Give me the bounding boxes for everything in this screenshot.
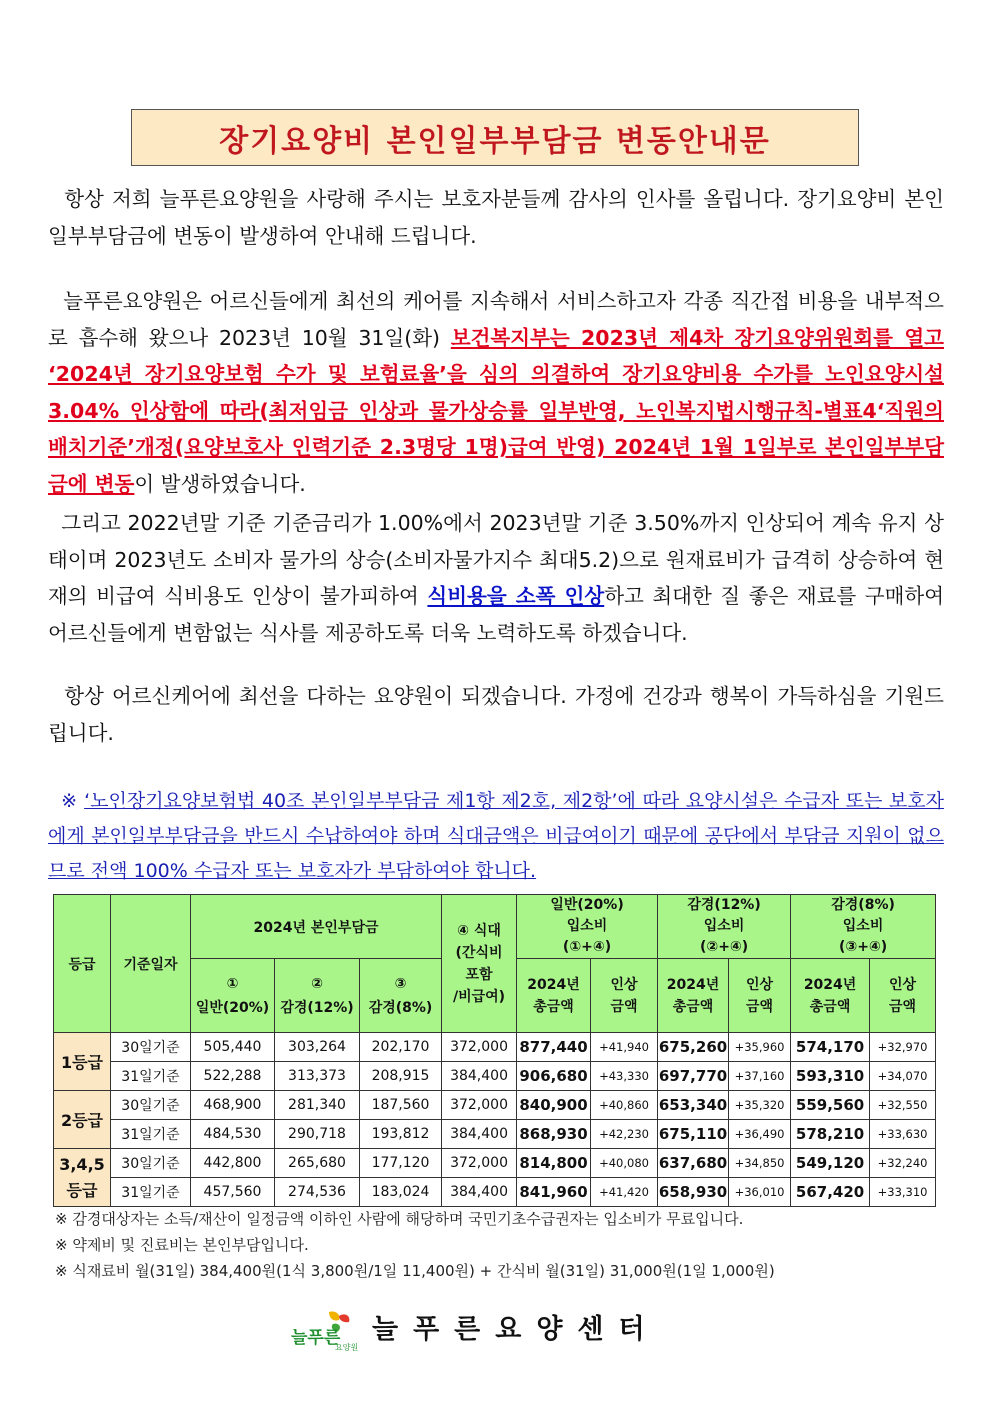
center-name: 늘푸른요양센터 (372, 1314, 660, 1345)
inc2-cell: +35,320 (729, 1091, 791, 1120)
header-g3-l1: 감경(8%) (831, 897, 895, 913)
total1-cell: 868,930 (517, 1120, 591, 1149)
c1-cell: 468,900 (191, 1091, 275, 1120)
inc2-cell: +37,160 (729, 1062, 791, 1091)
header-total-3-l2: 총금액 (809, 998, 851, 1015)
header-inc-1-l2: 금액 (610, 998, 638, 1015)
table-row (54, 1091, 936, 1120)
page-title: 장기요양비 본인일부부담금 변동안내문 (219, 123, 771, 159)
header-total-1 (517, 959, 591, 1033)
legal-note (48, 784, 944, 889)
header-meal-l4: /비급여) (452, 988, 506, 1005)
fee-change-tail: 이 발생하였습니다. (134, 471, 306, 496)
grade-cell: 3,4,5 등급 (54, 1149, 111, 1207)
table-row (54, 1062, 936, 1091)
total1-cell: 840,900 (517, 1091, 591, 1120)
header-total-2-l2: 총금액 (672, 998, 714, 1015)
inc1-cell: +43,330 (591, 1062, 658, 1091)
inc2-cell: +36,010 (729, 1178, 791, 1207)
inc3-cell: +33,310 (870, 1178, 936, 1207)
header-c3 (360, 959, 442, 1033)
header-grade: 등급 (54, 895, 111, 1033)
inc1-cell: +40,080 (591, 1149, 658, 1178)
meal-cell: 384,400 (442, 1178, 517, 1207)
c2-cell: 274,536 (275, 1178, 360, 1207)
inc1-cell: +42,230 (591, 1120, 658, 1149)
header-total-3-l1: 2024년 (803, 976, 857, 993)
header-total-2 (658, 959, 729, 1033)
total3-cell: 559,560 (791, 1091, 870, 1120)
c2-cell: 281,340 (275, 1091, 360, 1120)
header-total-1-l2: 총금액 (533, 998, 574, 1015)
header-c2-num: ② (311, 975, 323, 992)
inc2-cell: +35,960 (729, 1033, 791, 1062)
total3-cell: 549,120 (791, 1149, 870, 1178)
header-inc-3-l2: 금액 (889, 998, 917, 1015)
header-inc-2-l2: 금액 (746, 998, 774, 1015)
fee-change-highlight: 보건복지부는 2023년 제4차 장기요양위원회를 열고 ‘2024년 장기요양보험 수가 및 보험료율’을 심의 의결하여 장기요양비용 수가를 노인요양시설 3.04% 인상함에 따라(최저임금 인상과 물가상승률 일부반영, 노인복지법시행규칙-별표4‘직원의 배치기준’개정(요양보호사 인력기준 2.3명당 1명)급여 반영) 2024년 1월 1일부로 본인일부부담금에 변동 (48, 325, 944, 496)
header-inc-3-l1: 인상 (889, 976, 917, 993)
meal-cell: 384,400 (442, 1062, 517, 1091)
total2-cell: 675,260 (658, 1033, 729, 1062)
grade-cell: 2등급 (54, 1091, 111, 1149)
inc3-cell: +33,630 (870, 1120, 936, 1149)
c3-cell: 202,170 (360, 1033, 442, 1062)
header-inc-2-l1: 인상 (746, 976, 774, 993)
inc1-cell: +41,420 (591, 1178, 658, 1207)
meal-cell: 372,000 (442, 1091, 517, 1120)
fee-change-lead: 늘푸른요양원은 어르신들에게 최선의 케어를 지속해서 서비스하고자 각종 직간접 비용을 내부적으로 흡수해 왔으나 2023년 10월 31일(화) (48, 289, 944, 350)
fee-table (53, 894, 936, 1207)
inc3-cell: +32,550 (870, 1091, 936, 1120)
total2-cell: 697,770 (658, 1062, 729, 1091)
c1-cell: 522,288 (191, 1062, 275, 1091)
total2-cell: 658,930 (658, 1178, 729, 1207)
header-reduced12-fee (658, 895, 791, 959)
footnote-medication: ※ 약제비 및 진료비는 본인부담입니다. (55, 1236, 309, 1254)
title-box (131, 109, 859, 166)
footnote-reduction: ※ 감경대상자는 소득/재산이 일정금액 이하인 사람에 해당하며 국민기초수급권자는 입소비가 무료입니다. (55, 1210, 744, 1228)
footnote-meal-cost: ※ 식재료비 월(31일) 384,400원(1식 3,800원/1일 11,400원) + 간식비 월(31일) 31,000원(1일 1,000원) (55, 1262, 775, 1280)
c2-cell: 290,718 (275, 1120, 360, 1149)
header-g2-l2: 입소비 (703, 918, 745, 934)
header-inc-1-l1: 인상 (610, 976, 638, 993)
header-meal (442, 895, 517, 1033)
header-c1-label: 일반(20%) (195, 999, 270, 1016)
note-text: ‘노인장기요양보험법 40조 본인일부부담금 제1항 제2호, 제2항’에 따라 요양시설은 수급자 또는 보호자에게 본인일부부담금을 반드시 수납하여야 하며 식대금액은 비급여이기 때문에 공단에서 부담금 지원이 없으므로 전액 100% 수급자 또는 보호자가 부담하여야 합니다. (48, 790, 944, 882)
c1-cell: 484,530 (191, 1120, 275, 1149)
header-meal-l3: 포함 (465, 966, 493, 983)
meal-cost-lead: 그리고 2022년말 기준 기준금리가 1.00%에서 2023년말 기준 3.50%까지 인상되어 계속 유지 상태이며 2023년도 소비자 물가의 상승(소비자물가지수 최대5.2)으로 원재료비가 급격히 상승하여 현재의 비급여 식비용도 인상이 불가피하여 (48, 511, 944, 608)
greeting-text: 항상 저희 늘푸른요양원을 사랑해 주시는 보호자분들께 감사의 인사를 올립니다. 장기요양비 본인일부부담금에 변동이 발생하여 안내해 드립니다. (48, 187, 944, 248)
header-g2-l3: (②+④) (699, 939, 749, 955)
total2-cell: 637,680 (658, 1149, 729, 1178)
note-mark: ※ (61, 790, 85, 812)
header-inc-3 (870, 959, 936, 1033)
meal-cost-highlight: 식비용을 소폭 인상 (427, 584, 605, 608)
c3-cell: 183,024 (360, 1178, 442, 1207)
header-c3-num: ③ (394, 975, 407, 992)
meal-cell: 372,000 (442, 1033, 517, 1062)
meal-cost-paragraph (48, 505, 944, 651)
date-cell: 31일기준 (111, 1062, 191, 1091)
header-g3-l2: 입소비 (842, 918, 884, 934)
c1-cell: 505,440 (191, 1033, 275, 1062)
date-cell: 31일기준 (111, 1178, 191, 1207)
c2-cell: 265,680 (275, 1149, 360, 1178)
header-c3-label: 감경(8%) (368, 999, 433, 1016)
inc2-cell: +36,490 (729, 1120, 791, 1149)
inc1-cell: +41,940 (591, 1033, 658, 1062)
header-2024: 2024년 본인부담금 (191, 895, 442, 959)
header-g2-l1: 감경(12%) (687, 897, 761, 913)
c3-cell: 193,812 (360, 1120, 442, 1149)
inc2-cell: +34,850 (729, 1149, 791, 1178)
total2-cell: 653,340 (658, 1091, 729, 1120)
c2-cell: 303,264 (275, 1033, 360, 1062)
c3-cell: 187,560 (360, 1091, 442, 1120)
date-cell: 30일기준 (111, 1091, 191, 1120)
closing-text: 항상 어르신케어에 최선을 다하는 요양원이 되겠습니다. 가정에 건강과 행복이 가득하심을 기원드립니다. (48, 684, 944, 745)
total1-cell: 906,680 (517, 1062, 591, 1091)
table-row (54, 1149, 936, 1178)
c2-cell: 313,373 (275, 1062, 360, 1091)
header-inc-2 (729, 959, 791, 1033)
grade-cell: 1등급 (54, 1033, 111, 1091)
total2-cell: 675,110 (658, 1120, 729, 1149)
header-g3-l3: (③+④) (838, 939, 888, 955)
fee-change-paragraph (48, 283, 944, 502)
c1-cell: 457,560 (191, 1178, 275, 1207)
header-c2-label: 감경(12%) (280, 999, 354, 1016)
table-row (54, 1033, 936, 1062)
inc3-cell: +32,970 (870, 1033, 936, 1062)
header-reduced8-fee (791, 895, 936, 959)
header-total-2-l1: 2024년 (666, 976, 720, 993)
logo-sub: 요양원 (335, 1343, 359, 1352)
leaf-logo-icon (289, 1308, 359, 1354)
date-cell: 30일기준 (111, 1033, 191, 1062)
total3-cell: 567,420 (791, 1178, 870, 1207)
total1-cell: 814,800 (517, 1149, 591, 1178)
header-total-1-l1: 2024년 (527, 976, 580, 993)
c3-cell: 177,120 (360, 1149, 442, 1178)
inc3-cell: +32,240 (870, 1149, 936, 1178)
total3-cell: 578,210 (791, 1120, 870, 1149)
meal-cell: 372,000 (442, 1149, 517, 1178)
header-general-fee (517, 895, 658, 959)
c1-cell: 442,800 (191, 1149, 275, 1178)
header-g1-l1: 일반(20%) (550, 897, 624, 913)
header-c1 (191, 959, 275, 1033)
greeting-paragraph (48, 181, 944, 254)
table-row (54, 1120, 936, 1149)
header-inc-1 (591, 959, 658, 1033)
logo-text: 늘푸른 (291, 1328, 341, 1348)
header-meal-l1: ④ 식대 (457, 922, 501, 939)
c3-cell: 208,915 (360, 1062, 442, 1091)
header-g1-l2: 입소비 (566, 918, 608, 934)
inc3-cell: +34,070 (870, 1062, 936, 1091)
logo (289, 1308, 359, 1354)
total3-cell: 574,170 (791, 1033, 870, 1062)
meal-cell: 384,400 (442, 1120, 517, 1149)
date-cell: 31일기준 (111, 1120, 191, 1149)
header-c1-num: ① (226, 975, 239, 992)
total1-cell: 841,960 (517, 1178, 591, 1207)
meal-cost-tail: 하고 최대한 질 좋은 재료를 구매하여 어르신들에게 변함없는 식사를 제공하도록 더욱 노력하도록 하겠습니다. (48, 584, 945, 645)
total3-cell: 593,310 (791, 1062, 870, 1091)
table-row (54, 1178, 936, 1207)
date-cell: 30일기준 (111, 1149, 191, 1178)
header-g1-l3: (①+④) (562, 939, 612, 955)
header-total-3 (791, 959, 870, 1033)
header-meal-l2: (간식비 (455, 944, 503, 961)
closing-paragraph (48, 678, 944, 751)
inc1-cell: +40,860 (591, 1091, 658, 1120)
header-date: 기준일자 (111, 895, 191, 1033)
header-c2 (275, 959, 360, 1033)
total1-cell: 877,440 (517, 1033, 591, 1062)
